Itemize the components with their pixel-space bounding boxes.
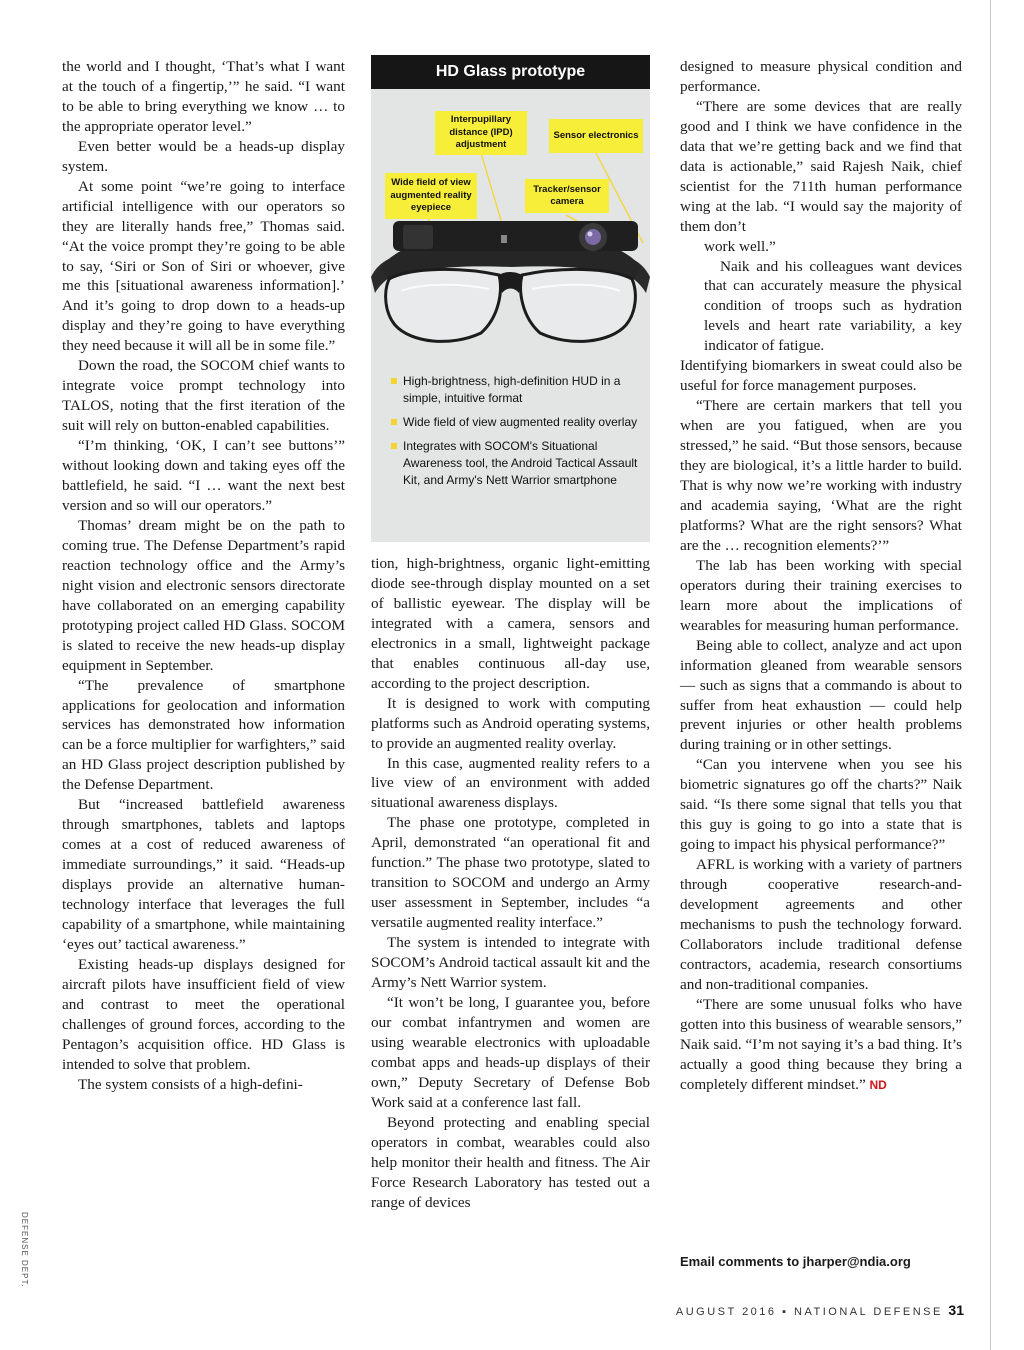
paragraph: AFRL is working with a variety of partners through cooperative research-and-development agreements and other mechanisms to push the technology forward. Collaborators include traditional defense contractors, academia, research consortiums and non-traditional companies. <box>680 856 962 993</box>
feature-list-item: Integrates with SOCOM's Situational Awareness tool, the Android Tactical Assault Kit, and Army's Nett Warrior smartphone <box>389 438 644 489</box>
paragraph: “There are certain markers that tell you when are you fatigued, when are you stressed,” he said. “But those sensors, because they are biological, it’s a little harder to build. That is why now we’re working with industry and academia saying, ‘What are the right platforms? What are the right sensors? What are the … recognition elements?’” <box>680 397 962 554</box>
page-footer <box>676 1302 964 1318</box>
hd-glass-graphic <box>371 55 650 542</box>
paragraph: Thomas’ dream might be on the path to coming true. The Defense Department’s rapid reaction technology office and the Army’s night vision and electronic sensors directorate have collaborated on an emerging capability prototyping project called HD Glass. SOCOM is slated to receive the new heads-up display equipment in September. <box>62 516 345 674</box>
paragraph: In this case, augmented reality refers to a live view of an environment with added situational awareness displays. <box>371 754 650 812</box>
paragraph: It is designed to work with computing platforms such as Android operating systems, to provide an augmented reality overlay. <box>371 694 650 752</box>
paragraph: the world and I thought, ‘That’s what I want at the touch of a fingertip,’” he said. “I want to be able to bring everything we know … to the appropriate operator level.” <box>62 58 345 135</box>
article-column-1 <box>62 57 345 1095</box>
paragraph: “Can you intervene when you see his biometric signatures go off the charts?” Naik said. “Is there some signal that tells you that this guy is going to go into a state that is going to impact his physical performance?” <box>680 756 962 854</box>
paragraph: Being able to collect, analyze and act upon information gleaned from wearable sensors — such as signs that a commando is about to suffer from heat exhaustion — could help prevent injuries or other health problems during training or in other settings. <box>680 636 962 754</box>
end-mark: ND <box>869 1077 887 1092</box>
left-lens <box>386 269 501 341</box>
paragraph: Identifying biomarkers in sweat could also be useful for force management purposes. <box>680 357 962 395</box>
paragraph: Beyond protecting and enabling special operators in combat, wearables could also help monitor their health and fitness. The Air Force Research Laboratory has tested out a range of devices <box>371 1113 650 1211</box>
paragraph: The phase one prototype, completed in April, demonstrated “an operational fit and function.” The phase two prototype, slated to transition to SOCOM and undergo an Army user assessment in September, includes “a versatile augmented reality interface.” <box>371 814 650 932</box>
ipd-slider <box>501 235 507 243</box>
paragraph: “It won’t be long, I guarantee you, before our combat infantrymen and women are using wearable electronics with uploadable combat apps and heads-up displays of their own,” Deputy Secretary of Defense Bob Work said at a conference last fall. <box>371 993 650 1111</box>
callout-ipd: Interpupillary distance (IPD) adjustment <box>435 111 527 155</box>
email-comments: Email comments to jharper@ndia.org <box>680 1254 911 1269</box>
folio-text: AUGUST 2016 ▪ NATIONAL DEFENSE <box>675 1306 943 1318</box>
camera-glint <box>588 232 593 237</box>
paragraph: designed to measure physical condition and performance. <box>680 58 962 95</box>
closing-text: “There are some unusual folks who have gotten into this business of wearable sensors,” Naik said. “I’m not saying it’s a bad thing. It’s actually a good thing because they bring a completely different mindset.” <box>680 995 962 1093</box>
paragraph: The lab has been working with special operators during their training exercises to learn more about the implications of wearables for measuring human performance. <box>680 556 962 634</box>
paragraph: tion, high-brightness, organic light-emitting diode see-through display mounted on a set of ballistic eyewear. The display will be integrated with a camera, sensors and electronics in a small, lightweight package that enables continuous all-day use, according to the project description. <box>371 555 650 692</box>
bullet-square-icon <box>391 443 397 449</box>
paragraph: “The prevalence of smartphone applications for geolocation and information services has demonstrated how information can be a force multiplier for warfighters,” said an HD Glass project description published by the Defense Department. <box>62 676 345 794</box>
paragraph: Down the road, the SOCOM chief wants to integrate voice prompt technology into TALOS, noting that the first iteration of the suit will rely on button-enabled capabilities. <box>62 357 345 435</box>
eyepiece-block <box>403 225 433 249</box>
callout-sensor-electronics: Sensor electronics <box>549 119 643 153</box>
paragraph-wrap: Naik and his colleagues want devices that can accurately measure the physical condition of troops such as hydration levels and heart rate variability, a key indicator of fatigue. <box>704 257 962 355</box>
paragraph: Existing heads-up displays designed for aircraft pilots have insufficient field of view and contrast to meet the operational challenges of ground forces, according to the Pentagon’s acquisition office. HD Glass is intended to solve that problem. <box>62 955 345 1073</box>
right-lens <box>521 269 636 341</box>
article-column-3 <box>680 57 962 1096</box>
bullet-square-icon <box>391 378 397 384</box>
feature-list <box>389 373 644 496</box>
nose-bridge <box>499 272 522 293</box>
paragraph: At some point “we’re going to interface artificial intelligence with our operators so they are literally hands free,” Thomas said. “At the voice prompt they’re going to be able to say, ‘Siri or Son of Siri or whoever, give me this [situational awareness information].’ And it’s going to drop down to a heads-up display and they’re going to have everything they need because it will all be in some file.” <box>62 177 345 355</box>
paragraph: The system is intended to integrate with SOCOM’s Android tactical assault kit and the Army’s Nett Warrior system. <box>371 934 650 992</box>
page-number: 31 <box>948 1302 964 1318</box>
paragraph: The system consists of a high-defini- <box>78 1075 303 1093</box>
graphic-title: HD Glass prototype <box>371 55 650 89</box>
photo-credit: DEFENSE DEPT. <box>20 1212 29 1288</box>
paragraph-wrap: work well.” <box>704 237 776 255</box>
article-column-2 <box>371 554 650 1212</box>
feature-list-item: High-brightness, high-definition HUD in a simple, intuitive format <box>389 373 644 407</box>
camera-lens <box>585 229 601 245</box>
page-edge-line <box>990 0 991 1350</box>
callout-wide-fov-eyepiece: Wide field of view augmented reality eyepiece <box>385 173 477 219</box>
feature-list-item: Wide field of view augmented reality overlay <box>389 414 644 431</box>
bullet-square-icon <box>391 419 397 425</box>
paragraph: Even better would be a heads-up display system. <box>62 137 345 175</box>
callout-tracker-camera: Tracker/sensor camera <box>525 179 609 213</box>
paragraph <box>680 995 962 1096</box>
paragraph: “There are some devices that are really good and I think we have confidence in the data that we’re getting back and we find that data is actionable,” said Rajesh Naik, chief scientist for the 711th human performance wing at the lab. “I would say the majority of them don’t <box>680 97 962 235</box>
paragraph: “I’m thinking, ‘OK, I can’t see buttons’” without looking down and taking eyes off the battlefield, he said. “I … want the next best version and so will our operators.” <box>62 437 345 514</box>
paragraph: But “increased battlefield awareness through smartphones, tablets and laptops comes at a cost of reduced awareness of immediate surroundings,” it said. “Heads-up displays provide an alternative human-technology interface that leverages the full capability of a smartphone, while maintaining ‘eyes out’ tactical awareness.” <box>62 796 345 953</box>
